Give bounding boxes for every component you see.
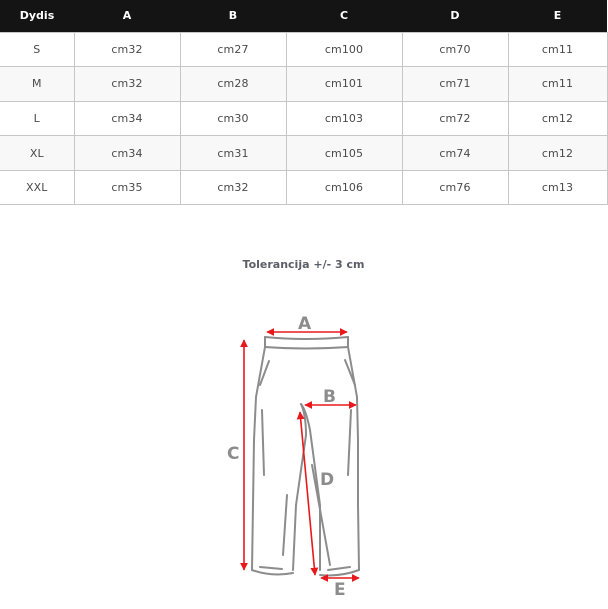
cell-c: cm100	[286, 32, 402, 67]
header-c: C	[286, 0, 402, 32]
cell-size: XXL	[0, 170, 74, 205]
table-row	[0, 170, 607, 205]
cell-b: cm31	[180, 136, 286, 171]
cell-e: cm13	[508, 170, 607, 205]
cell-a: cm34	[74, 136, 180, 171]
cell-a: cm32	[74, 67, 180, 102]
cell-d: cm76	[402, 170, 508, 205]
table-row	[0, 67, 607, 102]
table-row	[0, 136, 607, 171]
cell-e: cm12	[508, 136, 607, 171]
label-d: D	[320, 470, 335, 490]
tolerance-note: Tolerancija +/- 3 cm	[242, 258, 365, 271]
cell-size: S	[0, 32, 74, 67]
cell-e: cm11	[508, 67, 607, 102]
cell-d: cm74	[402, 136, 508, 171]
header-a: A	[74, 0, 180, 32]
cell-a: cm35	[74, 170, 180, 205]
table-header-row	[0, 0, 607, 32]
cell-e: cm11	[508, 32, 607, 67]
size-table	[0, 0, 608, 205]
cell-d: cm70	[402, 32, 508, 67]
table-row	[0, 32, 607, 67]
cell-c: cm105	[286, 136, 402, 171]
cell-b: cm28	[180, 67, 286, 102]
cell-c: cm106	[286, 170, 402, 205]
cell-c: cm103	[286, 101, 402, 136]
cell-a: cm34	[74, 101, 180, 136]
cell-c: cm101	[286, 67, 402, 102]
cell-e: cm12	[508, 101, 607, 136]
pants-illustration	[220, 305, 380, 605]
cell-b: cm30	[180, 101, 286, 136]
header-e: E	[508, 0, 607, 32]
cell-size: L	[0, 101, 74, 136]
cell-d: cm71	[402, 67, 508, 102]
cell-b: cm27	[180, 32, 286, 67]
header-size: Dydis	[0, 0, 74, 32]
arrow-d	[300, 412, 315, 575]
label-b: B	[323, 387, 336, 407]
cell-d: cm72	[402, 101, 508, 136]
table-row	[0, 101, 607, 136]
label-c: C	[227, 444, 240, 464]
cell-b: cm32	[180, 170, 286, 205]
cell-a: cm32	[74, 32, 180, 67]
label-e: E	[334, 580, 346, 600]
cell-size: XL	[0, 136, 74, 171]
cell-size: M	[0, 67, 74, 102]
header-d: D	[402, 0, 508, 32]
pants-measurement-diagram	[220, 305, 380, 605]
pants-outline	[252, 337, 359, 575]
header-b: B	[180, 0, 286, 32]
label-a: A	[298, 314, 312, 334]
